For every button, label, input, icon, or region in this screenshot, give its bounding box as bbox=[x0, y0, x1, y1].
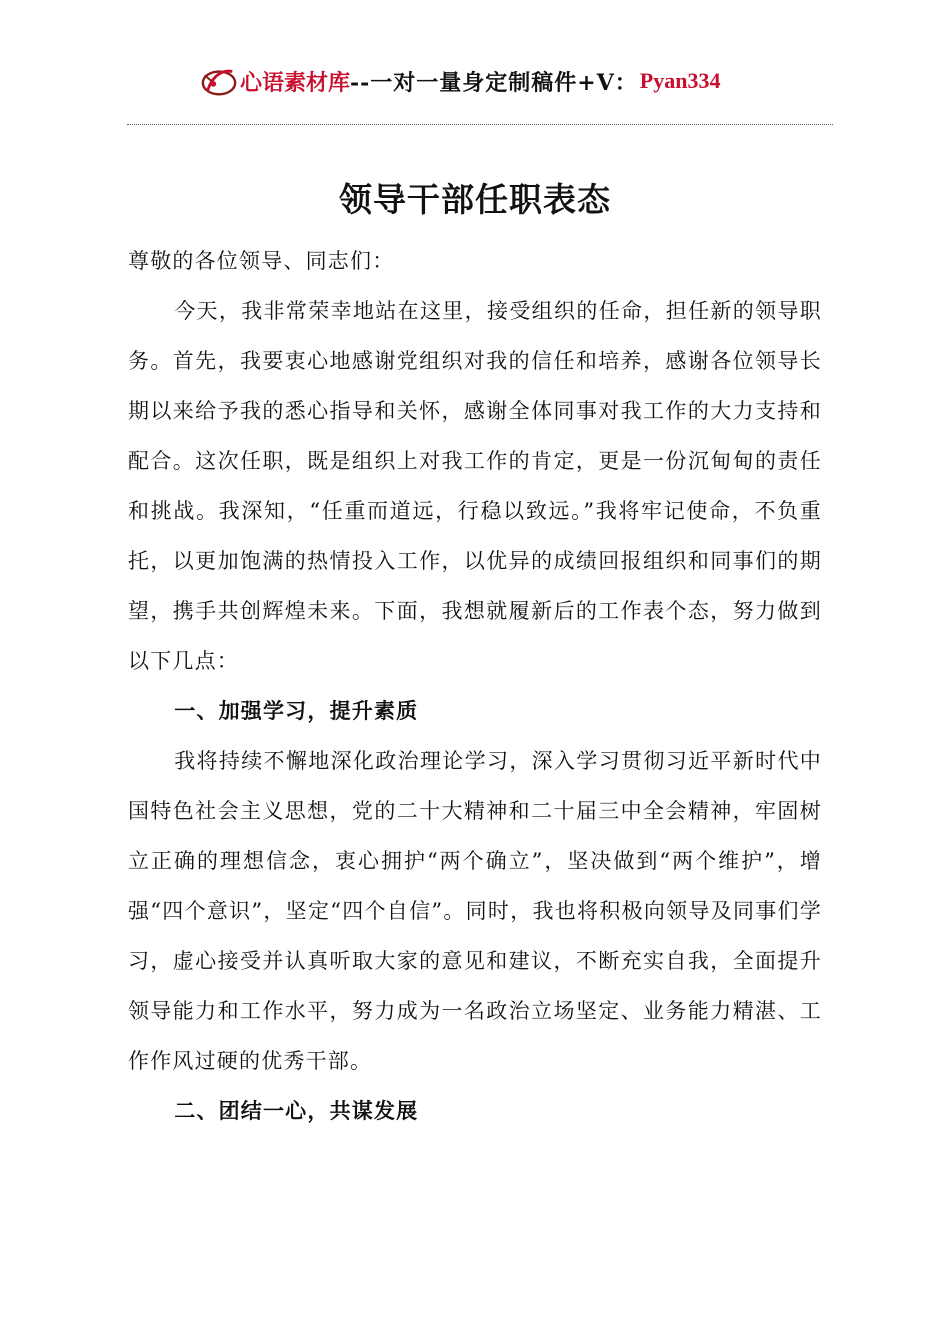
section-body-1: 我将持续不懈地深化政治理论学习，深入学习贯彻习近平新时代中国特色社会主义思想，党的二十大精神和二十届三中全会精神，牢固树立正确的理想信念，衷心拥护“两个确立”，坚决做到“两个维护”，增强“四个意识”，坚定“四个自信”。同时，我也将积极向领导及同事们学习，虚心接受并认真听取大家的意见和建议，不断充实自我，全面提升领导能力和工作水平，努力成为一名政治立场坚定、业务能力精湛、工作作风过硬的优秀干部。 bbox=[128, 749, 822, 1073]
document-title: 领导干部任职表态 bbox=[339, 180, 611, 219]
header-divider bbox=[127, 124, 833, 125]
header-contact: Pyan334 bbox=[639, 68, 721, 93]
intro-paragraph: 今天，我非常荣幸地站在这里，接受组织的任命，担任新的领导职务。首先，我要衷心地感谢党组织对我的信任和培养，感谢各位领导长期以来给予我的悉心指导和关怀，感谢全体同事对我工作的大力支持和配合。这次任职，既是组织上对我工作的肯定，更是一份沉甸甸的责任和挑战。我深知，“任重而道远，行稳以致远。”我将牢记使命，不负重托，以更加饱满的热情投入工作，以优异的成绩回报组织和同事们的期望，携手共创辉煌未来。下面，我想就履新后的工作表个态，努力做到以下几点： bbox=[128, 299, 822, 673]
header-tagline: --一对一量身定制稿件+V： bbox=[350, 69, 638, 96]
header-brand: 心语素材库 bbox=[240, 69, 351, 96]
section-heading-1: 一、加强学习，提升素质 bbox=[174, 699, 419, 723]
page-header bbox=[200, 58, 800, 104]
salutation: 尊敬的各位领导、同志们： bbox=[128, 249, 395, 273]
section-heading-2: 二、团结一心，共谋发展 bbox=[174, 1099, 419, 1123]
document-body bbox=[128, 236, 822, 1136]
brand-logo-icon bbox=[200, 62, 238, 100]
